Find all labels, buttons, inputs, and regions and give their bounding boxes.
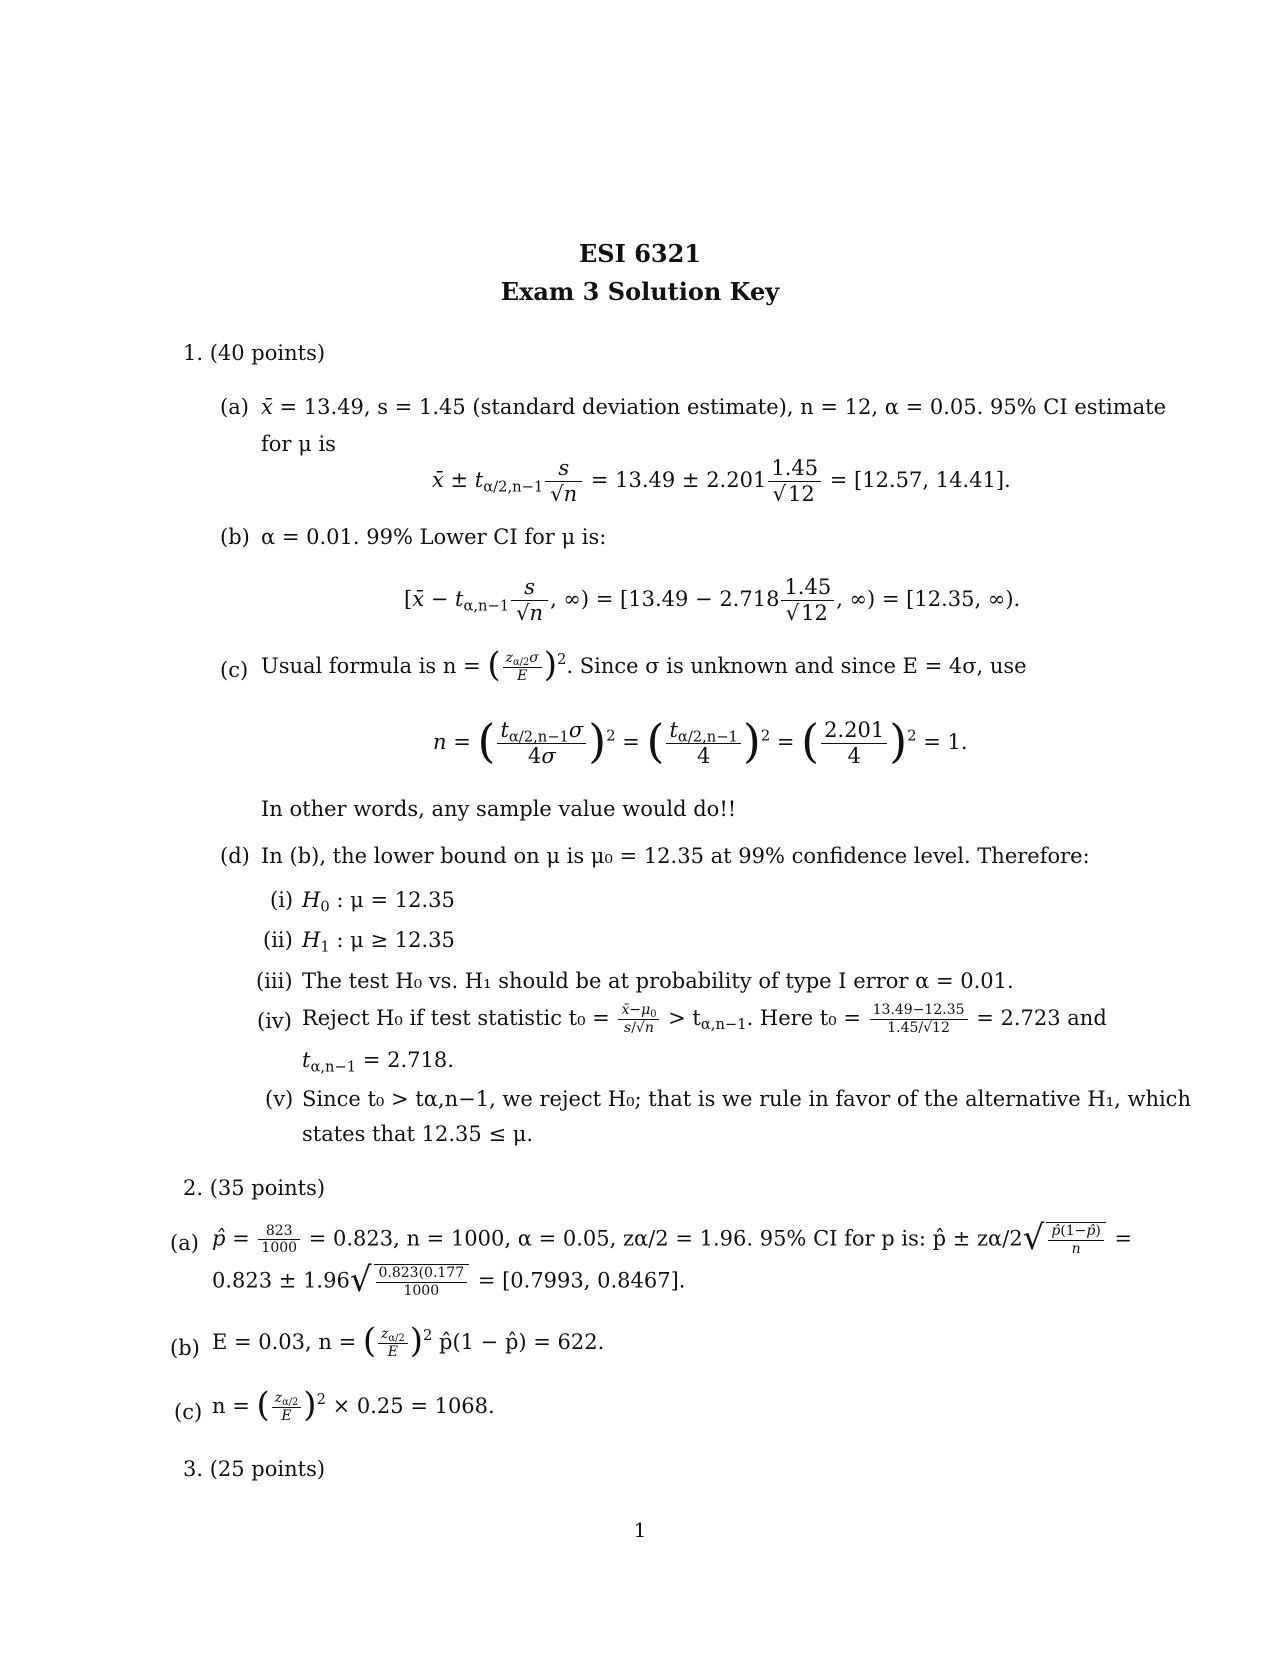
q1c-text-1: Usual formula is n =	[261, 653, 481, 678]
q2a-sqrt-den: 1000	[403, 1282, 440, 1299]
q2c-text-2: × 0.25 = 1068.	[332, 1393, 495, 1418]
q2b-text-2: p̂(1 − p̂) = 622.	[439, 1329, 605, 1354]
q1d-ii: $H_1$ : μ ≥ 12.35	[302, 928, 455, 956]
course-code: ESI 6321	[578, 239, 701, 268]
q1a-label: (a)	[220, 395, 249, 419]
q1b-eq-num: 1.45	[781, 575, 834, 601]
q2c-text-1: n =	[212, 1393, 250, 1418]
q1c-note: In other words, any sample value would do!!	[261, 797, 737, 821]
q1d-ii-text: : μ ≥ 12.35	[336, 928, 455, 952]
q1c-equation: n = ( $\frac{t_{\alpha/2,n-1}\sigma}{4\sigma}$ )$^2$ = ( $\frac{t_{\alpha/2,n-1}}{4}$ )$^2$ = ( $\frac{2.201}{4}$ )$^2$ = 1.	[433, 713, 968, 769]
q3-heading: 3. (25 points)	[183, 1457, 326, 1481]
q1a-eq-den: 12	[788, 482, 815, 507]
q2a-line2-1: 0.823 ± 1.96	[212, 1268, 350, 1293]
q1d-i-label: (i)	[270, 888, 294, 912]
q1d-iii: The test H₀ vs. H₁ should be at probability of type I error α = 0.01.	[302, 969, 1014, 993]
q1c-label: (c)	[220, 658, 249, 682]
q2-heading: 2. (35 points)	[183, 1176, 326, 1200]
q1c-text: Usual formula is n = ( $\frac{z_{\alpha/2}\sigma}{E}$ )$^2$. Since σ is unknown and since E = 4σ, use	[261, 645, 1027, 686]
q1b-eq-den: 12	[801, 601, 828, 626]
q2c-line: n = ( $\frac{z_{\alpha/2}}{E}$ )$^2$ × 0.25 = 1068.	[212, 1385, 495, 1426]
q1a-eq-mid: = 13.49 ± 2.201	[590, 468, 767, 493]
q1a-text: x̄ = 13.49, s = 1.45 (standard deviation estimate), n = 12, α = 0.05. 95% CI estimate	[261, 395, 1167, 419]
q1d-iv-text-1: Reject H₀ if test statistic t₀ =	[302, 1005, 610, 1030]
q1a-eq-result: = [12.57, 14.41].	[829, 468, 1011, 493]
q1d-iv-text-4: = 2.723 and	[976, 1005, 1107, 1030]
q1a-eq-num: 1.45	[768, 456, 821, 482]
q1b-label: (b)	[220, 525, 250, 549]
q1d-v-2: states that 12.35 ≤ μ.	[302, 1122, 534, 1146]
q2a-num: 823	[258, 1223, 300, 1241]
q1a-text-content: = 13.49, s = 1.45 (standard deviation estimate), n = 12, α = 0.05. 95% CI estimate	[279, 395, 1167, 419]
q1d-i: $H_0$ : μ = 12.35	[302, 888, 455, 916]
q2a-line2-2: = [0.7993, 0.8467].	[477, 1268, 686, 1293]
q1c-text-2: . Since σ is unknown and since E = 4σ, use	[566, 653, 1027, 678]
q1c-eq-val: 2.201	[821, 718, 887, 744]
q1b-text: α = 0.01. 99% Lower CI for μ is:	[261, 525, 607, 549]
q1b-eq-mid: , ∞) = [13.49 − 2.718	[550, 587, 780, 612]
q1d-iv-text-3: . Here t₀ =	[746, 1005, 861, 1030]
q2a-sqrt-num: 0.823(0.177	[376, 1265, 468, 1283]
q1d-iv-den: 1.45/√12	[887, 1019, 950, 1036]
q1d-iv-text-2: > t	[668, 1005, 701, 1030]
q2b-line: E = 0.03, n = ( $\frac{z_{\alpha/2}}{E}$ )$^2$ p̂(1 − p̂) = 622.	[212, 1321, 605, 1362]
q1b-equation: [x̄ − $t_{\alpha,n-1}$ $\frac{s}{√n}$ , ∞) = [13.49 − 2.718 $\frac{1.45}{√12}$ , ∞) = [12.35, ∞).	[404, 575, 1021, 626]
q1d-v-label: (v)	[265, 1087, 294, 1111]
q1c-eq-den: 4	[847, 744, 861, 769]
q1d-text: In (b), the lower bound on μ is μ₀ = 12.35 at 99% confidence level. Therefore:	[261, 844, 1090, 868]
q1a-text-2: for μ is	[261, 432, 336, 456]
q2b-text-1: E = 0.03, n =	[212, 1329, 357, 1354]
q2c-label: (c)	[174, 1400, 203, 1424]
q1d-iv-label: (iv)	[257, 1009, 292, 1033]
q2a-text: = 0.823, n = 1000, α = 0.05, zα/2 = 1.96. 95% CI for p is: p̂ ± zα/2	[308, 1226, 1023, 1251]
q2b-label: (b)	[170, 1336, 200, 1360]
q2a-label: (a)	[170, 1231, 199, 1255]
q1d-iv-num: 13.49−12.35	[870, 1002, 968, 1020]
q1d-iv-line2: $t_{\alpha,n-1} = 2.718$.	[302, 1048, 454, 1076]
q1c-eq-result: = 1.	[923, 730, 968, 755]
q2a-line1: p̂ = $\frac{823}{1000}$ = 0.823, n = 1000, α = 0.05, zα/2 = 1.96. 95% CI for p is: p̂ ± zα/2√ $\frac{p̂(1-p̂)}{n}$ =	[212, 1217, 1133, 1258]
q2a-line2: 0.823 ± 1.96√ $\frac{0.823(0.177}{1000}$ = [0.7993, 0.8467].	[212, 1259, 686, 1300]
q1-heading: 1. (40 points)	[183, 341, 326, 365]
page-number: 1	[633, 1518, 647, 1542]
q1d-label: (d)	[220, 844, 250, 868]
q1d-v-1: Since t₀ > tα,n−1, we reject H₀; that is we rule in favor of the alternative H₁, which	[302, 1087, 1191, 1111]
q1d-iv-text-5: = 2.718.	[362, 1048, 454, 1072]
q2a-den: 1000	[261, 1240, 298, 1257]
page-title: Exam 3 Solution Key	[500, 277, 780, 306]
q1a-equation: x̄ ± $t_{\alpha/2,n-1}$ $\frac{s}{√n}$ = 13.49 ± 2.201 $\frac{1.45}{√12}$ = [12.57, 14.41].	[432, 456, 1011, 507]
q1d-iii-label: (iii)	[256, 969, 293, 993]
q1d-ii-label: (ii)	[263, 928, 293, 952]
q1d-iv: Reject H₀ if test statistic t₀ = $\frac{x̄-\mu_0}{s/√n}$ > $t_{\alpha,n-1}$. Here t₀ = $\frac{13.49-12.35}{1.45/√12}$ = 2.723 and	[302, 1002, 1107, 1036]
q1d-i-text: : μ = 12.35	[336, 888, 455, 912]
q1b-eq-result: , ∞) = [12.35, ∞).	[836, 587, 1021, 612]
